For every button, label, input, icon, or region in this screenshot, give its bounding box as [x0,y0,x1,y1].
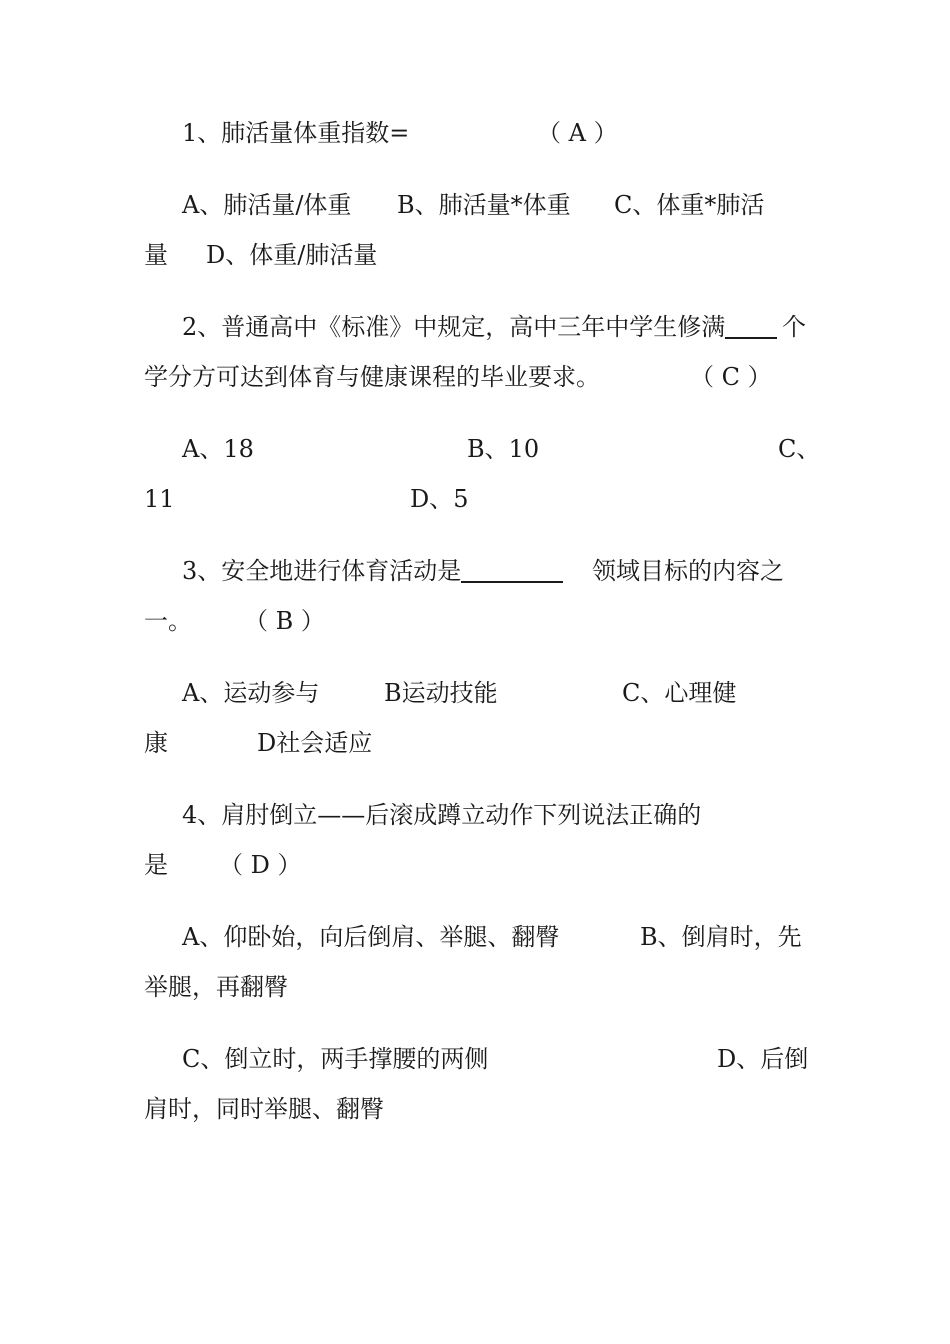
q3-option-d: D社会适应 [257,729,373,757]
q4-option-b: B、倒肩时，先 [640,923,802,951]
q2-stem-text: 2、普通高中《标准》中规定，高中三年中学生修满 [182,313,726,341]
q1-option-d: D、体重/肺活量 [206,241,378,269]
q3-stem-text: 3、安全地进行体育活动是 [182,557,462,585]
q2-option-c: C、 [778,435,821,463]
q3-answer: （ B ） [244,607,325,635]
q4-option-a: A、仰卧始，向后倒肩、举腿、翻臀 [182,923,560,951]
q4-stem: 4、肩肘倒立——后滚成蹲立动作下列说法正确的 [182,801,702,829]
q3-stem-after-blank: 领域目标的内容之 [592,557,784,585]
q2-stem-after-blank: 个 [782,313,806,341]
q1-option-b: B、肺活量*体重 [397,191,571,219]
q1-option-c-cont: 量 [144,241,168,269]
q3-option-b: B运动技能 [384,679,498,707]
q4-option-d-cont: 肩时，同时举腿、翻臀 [144,1095,384,1123]
q1-option-c: C、体重*肺活 [614,191,765,219]
q3-stem-line2: 一。 [144,607,192,635]
q3-option-c: C、心理健 [622,679,737,707]
q2-option-c-cont: 11 [144,485,175,513]
q2-fill-blank [725,313,777,339]
q2-stem [182,312,777,342]
q2-option-b: B、10 [467,435,540,463]
q4-option-b-cont: 举腿，再翻臀 [144,973,288,1001]
q3-option-a: A、运动参与 [182,679,320,707]
q2-stem-line2: 学分方可达到体育与健康课程的毕业要求。 [144,363,600,391]
q1-stem: 1、肺活量体重指数= [182,119,410,147]
q2-option-a: A、18 [182,435,254,463]
q4-option-d: D、后倒 [717,1045,809,1073]
q4-answer: （ D ） [219,851,302,879]
q3-stem [182,556,563,586]
q4-option-c: C、倒立时，两手撑腰的两侧 [182,1045,489,1073]
q1-option-a: A、肺活量/体重 [182,191,352,219]
q3-option-c-cont: 康 [144,729,168,757]
q2-answer: （ C ） [690,363,772,391]
q4-stem-line2: 是 [144,851,168,879]
q1-answer: （ A ） [537,119,618,147]
q2-option-d: D、5 [410,485,469,513]
q3-fill-blank [461,557,563,583]
